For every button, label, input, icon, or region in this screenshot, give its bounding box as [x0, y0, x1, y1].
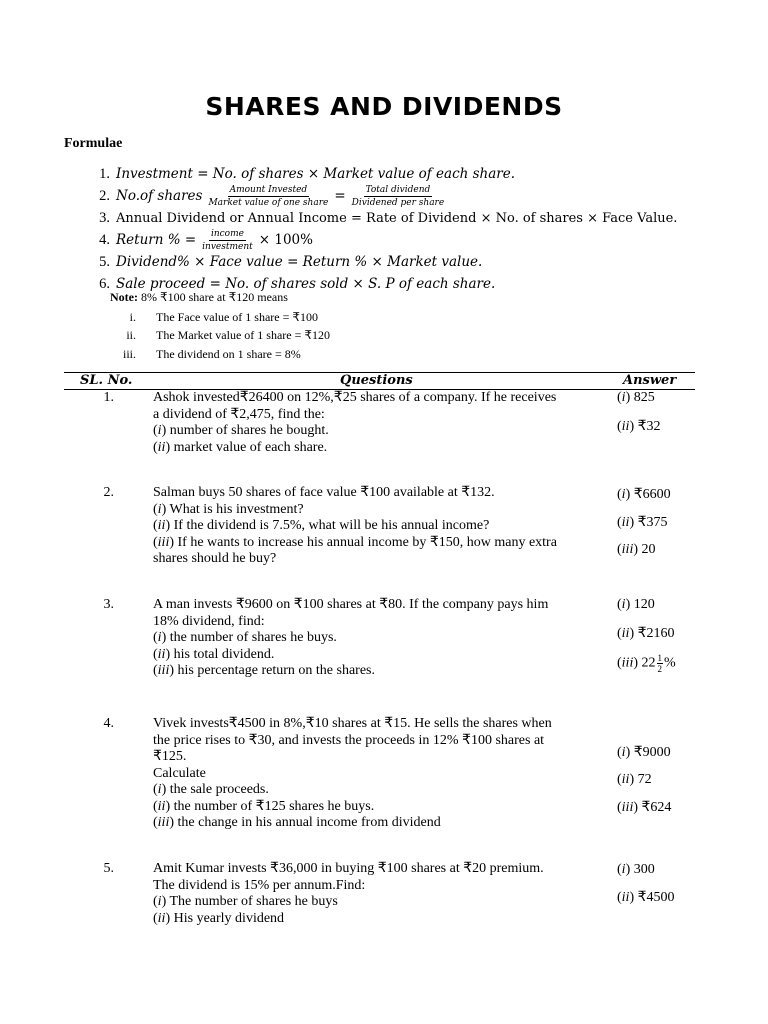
answer-label: iii	[621, 655, 634, 671]
question-number: 4.	[103, 716, 114, 731]
answer: (i) ₹9000	[617, 745, 671, 760]
formula-5	[86, 251, 726, 273]
equals-sign: =	[334, 188, 346, 204]
formula-text: Sale proceed = No. of shares sold × S. P of each share.	[116, 276, 496, 292]
part-label: ii	[157, 798, 166, 814]
answer: (i) ₹6600	[617, 487, 671, 502]
part-label: iii	[157, 815, 170, 830]
question-text	[153, 390, 605, 456]
note-item-text: The dividend on 1 share = 8%	[156, 346, 301, 361]
answer: (ii) ₹32	[617, 419, 661, 434]
note-item-number: i.	[129, 309, 136, 324]
part-text: number of shares he bought.	[166, 423, 329, 438]
fraction	[200, 228, 255, 253]
formula-number: 2.	[99, 187, 110, 204]
part-label: ii	[157, 518, 166, 533]
answer-value: ₹4500	[634, 890, 675, 905]
page-title: SHARES AND DIVIDENDS	[205, 92, 563, 121]
note-item-number: ii.	[126, 328, 136, 343]
part-text: market value of each share.	[170, 439, 328, 455]
question-part: (i) number of shares he bought.	[153, 423, 329, 438]
part-text: his percentage return on the shares.	[174, 663, 375, 678]
formulae-list	[86, 163, 726, 295]
answer-value: ₹624	[638, 800, 672, 815]
note-text: 8% ₹100 share at ₹120 means	[140, 290, 288, 304]
part-label: iii	[157, 663, 170, 678]
part-text: the sale proceeds.	[166, 782, 269, 797]
answer-label: i	[621, 487, 626, 502]
answer-suffix: %	[664, 655, 676, 671]
question-line: 18% dividend, find:	[153, 613, 265, 629]
question-line: shares should he buy?	[153, 551, 277, 566]
question-number: 2.	[103, 485, 114, 500]
formula-2	[86, 185, 726, 207]
formula-number: 1.	[99, 165, 110, 182]
formulae-heading: Formulae	[64, 136, 123, 151]
answer-value: ₹2160	[634, 626, 675, 641]
answer: (i) 120	[617, 597, 655, 612]
question-line: Salman buys 50 shares of face value ₹100 available at ₹132.	[153, 485, 495, 500]
note-label: Note:	[110, 290, 138, 304]
part-label: ii	[157, 910, 166, 926]
formula-number: 5.	[99, 253, 110, 270]
part-text: the change in his annual income from dividend	[174, 815, 441, 830]
note	[110, 290, 288, 305]
formula-number: 3.	[99, 209, 110, 226]
answer: (i) 825	[617, 390, 655, 405]
formula-text: Investment = No. of shares × Market value of each share.	[116, 166, 516, 182]
question-part: (i) What is his investment?	[153, 501, 304, 517]
answer: (ii) 72	[617, 772, 652, 787]
answer-label: i	[621, 745, 626, 760]
answer-fraction	[657, 653, 664, 674]
answer: (i) 300	[617, 862, 655, 877]
part-label: i	[157, 782, 162, 797]
question-part: (ii) His yearly dividend	[153, 910, 285, 926]
fraction-numerator: Total dividend	[365, 184, 431, 195]
question-text	[153, 485, 605, 568]
question-line: Vivek invests₹4500 in 8%,₹10 shares at ₹15. He sells the shares when	[153, 716, 552, 731]
question-line: the price rises to ₹30, and invests the proceeds in 12% ₹100 shares at	[153, 732, 545, 748]
note-item	[110, 345, 330, 364]
question-text	[153, 861, 605, 927]
formula-text: Annual Dividend or Annual Income = Rate of Dividend × No. of shares × Face Value.	[116, 210, 678, 226]
part-text: What is his investment?	[166, 501, 304, 517]
fraction-numerator: Amount Invested	[229, 184, 308, 195]
question-line: A man invests ₹9600 on ₹100 shares at ₹80. If the company pays him	[153, 597, 549, 612]
answer: (iii) ₹624	[617, 800, 672, 815]
formula-lhs: Return % =	[116, 232, 197, 248]
note-item-text: The Market value of 1 share = ₹120	[156, 328, 331, 343]
question-part: (i) the number of shares he buys.	[153, 630, 337, 645]
formula-1	[86, 163, 726, 185]
answer-label: i	[621, 862, 626, 877]
fraction	[350, 184, 447, 209]
answer-value: 120	[630, 597, 655, 612]
formula-number: 4.	[99, 231, 110, 248]
note-item	[110, 327, 330, 346]
answer-value: ₹375	[634, 515, 668, 530]
part-text: The number of shares he buys	[166, 894, 338, 909]
answer-label: i	[621, 597, 626, 612]
answer-label: ii	[621, 772, 630, 787]
question-line: ₹125.	[153, 749, 187, 764]
fraction	[206, 184, 330, 209]
question-part: (ii) If the dividend is 7.5%, what will be his annual income?	[153, 518, 490, 533]
part-text: His yearly dividend	[170, 910, 285, 926]
formula-number: 6.	[99, 275, 110, 292]
formula-text: Dividend% × Face value = Return % × Market value.	[116, 254, 483, 270]
answer-value: 300	[630, 862, 655, 877]
answer: (ii) ₹4500	[617, 890, 675, 905]
question-part: (iii) his percentage return on the shares.	[153, 663, 375, 678]
answer-label: ii	[621, 626, 630, 641]
question-number: 5.	[103, 861, 114, 876]
question-part: (ii) market value of each share.	[153, 439, 328, 455]
part-label: i	[157, 423, 162, 438]
fraction-denominator: investment	[202, 241, 253, 252]
question-line: a dividend of ₹2,475, find the:	[153, 406, 325, 422]
answer-value: ₹32	[634, 419, 661, 434]
part-label: iii	[157, 534, 170, 550]
part-text: If the dividend is 7.5%, what will be his annual income?	[170, 518, 490, 533]
fraction-numerator: 1	[657, 653, 663, 663]
answer-value: 72	[634, 772, 652, 787]
answer: (iii) 20	[617, 542, 656, 557]
formula-3	[86, 207, 726, 229]
part-text: his total dividend.	[170, 646, 275, 662]
answer: (ii) ₹2160	[617, 626, 675, 641]
question-part: (i) The number of shares he buys	[153, 894, 338, 909]
answer-label: ii	[621, 890, 630, 905]
question-part: (iii) the change in his annual income from dividend	[153, 815, 441, 830]
part-label: i	[157, 501, 162, 517]
answer-label: ii	[621, 515, 630, 530]
question-part: (iii) If he wants to increase his annual income by ₹150, how many extra	[153, 534, 557, 550]
part-text: the number of ₹125 shares he buys.	[170, 798, 375, 814]
part-text: If he wants to increase his annual income by ₹150, how many extra	[174, 534, 557, 550]
answer-value: ₹9000	[630, 745, 671, 760]
column-header-questions: Questions	[340, 373, 413, 388]
fraction-denominator: Dividened per share	[351, 197, 445, 208]
answer-label: iii	[621, 542, 634, 557]
formula-lhs: No.of shares	[116, 188, 203, 204]
formula-rhs: × 100%	[258, 232, 313, 248]
question-line: The dividend is 15% per annum.Find:	[153, 877, 366, 893]
column-header-sl-no: SL. No.	[80, 373, 133, 388]
question-text	[153, 597, 605, 680]
fraction-numerator: income	[210, 228, 244, 239]
question-number: 1.	[103, 390, 114, 405]
answer: (iii) 22 $\frac{1}{2}$ %	[617, 653, 676, 674]
fraction-denominator: 2	[657, 664, 663, 674]
column-header-answer: Answer	[623, 373, 677, 388]
note-item-number: iii.	[122, 346, 136, 361]
part-label: ii	[157, 439, 166, 455]
part-label: i	[157, 894, 162, 909]
question-part: (ii) his total dividend.	[153, 646, 275, 662]
note-items	[110, 308, 330, 364]
question-text	[153, 716, 605, 832]
answer-label: iii	[621, 800, 634, 815]
part-text: the number of shares he buys.	[166, 630, 337, 645]
answer-label: i	[621, 390, 626, 405]
question-line: Calculate	[153, 765, 206, 781]
question-line: Ashok invested₹26400 on 12%,₹25 shares of a company. If he receives	[153, 390, 557, 405]
answer-value: 825	[630, 390, 655, 405]
formula-4	[86, 229, 726, 251]
fraction-denominator: Market value of one share	[208, 197, 329, 208]
answer: (ii) ₹375	[617, 515, 668, 530]
answer-value: 22	[638, 655, 656, 671]
part-label: ii	[157, 646, 166, 662]
note-item	[110, 308, 330, 327]
answer-value: 20	[638, 542, 656, 557]
question-number: 3.	[103, 597, 114, 612]
part-label: i	[157, 630, 162, 645]
question-part: (ii) the number of ₹125 shares he buys.	[153, 798, 375, 814]
question-part: (i) the sale proceeds.	[153, 782, 269, 797]
note-item-text: The Face value of 1 share = ₹100	[156, 309, 319, 324]
question-line: Amit Kumar invests ₹36,000 in buying ₹100 shares at ₹20 premium.	[153, 861, 544, 876]
answer-label: ii	[621, 419, 630, 434]
answer-value: ₹6600	[630, 487, 671, 502]
